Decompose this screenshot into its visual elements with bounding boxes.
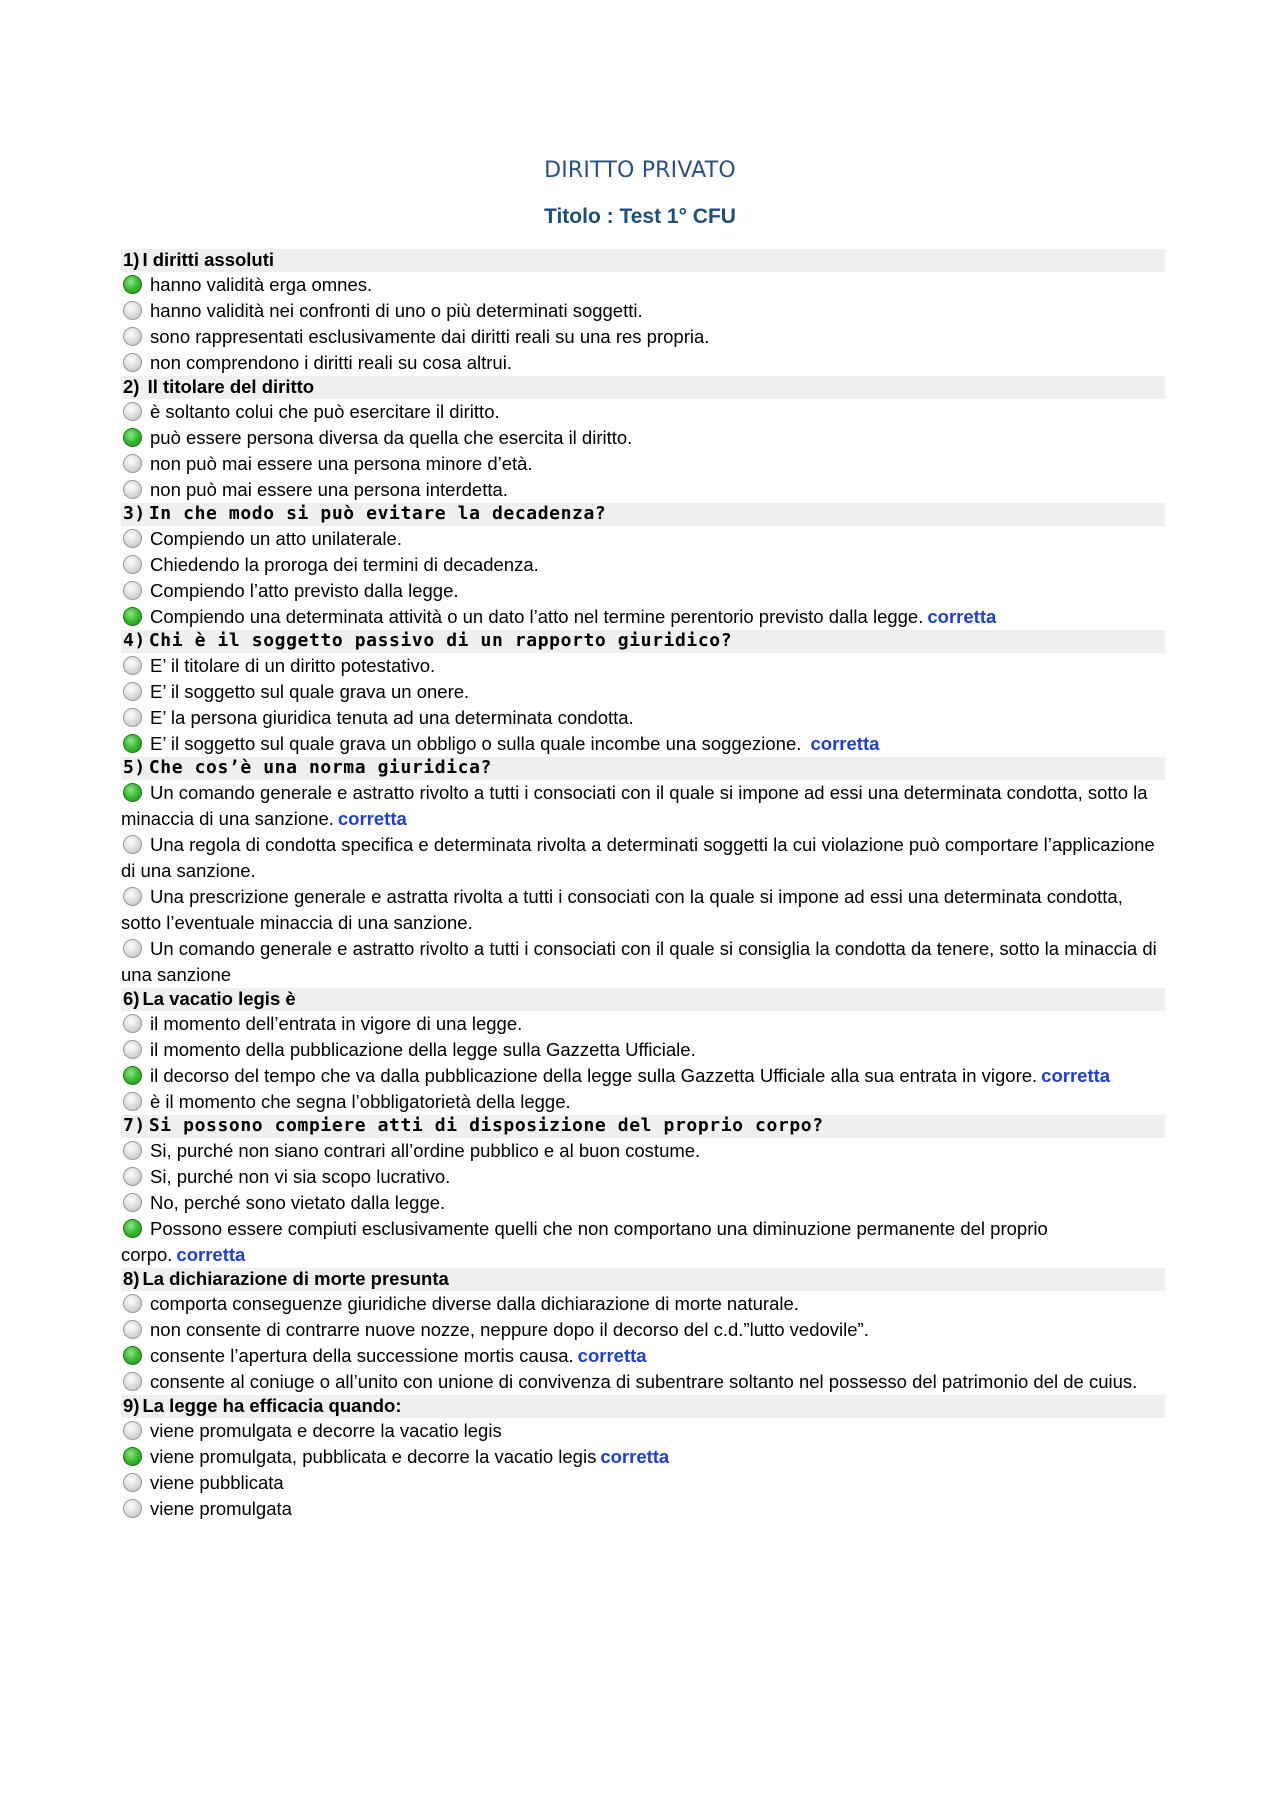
question-block bbox=[121, 1115, 1165, 1268]
answer-option[interactable] bbox=[121, 578, 1165, 604]
question-text: Che cos’è una norma giuridica? bbox=[148, 757, 492, 778]
answer-option[interactable] bbox=[121, 705, 1165, 731]
answer-option[interactable] bbox=[121, 298, 1165, 324]
correct-marker: corretta bbox=[600, 1446, 670, 1467]
answer-option[interactable] bbox=[121, 679, 1165, 705]
answer-text: viene promulgata bbox=[150, 1498, 292, 1519]
answer-option[interactable] bbox=[121, 425, 1165, 451]
question-text: I diritti assoluti bbox=[142, 249, 275, 270]
radio-selected-icon[interactable] bbox=[123, 428, 142, 447]
radio-selected-icon[interactable] bbox=[123, 1346, 142, 1365]
question-heading bbox=[121, 757, 1165, 780]
answer-option[interactable] bbox=[121, 1444, 1165, 1470]
radio-unselected-icon[interactable] bbox=[123, 581, 142, 600]
radio-unselected-icon[interactable] bbox=[123, 682, 142, 701]
radio-selected-icon[interactable] bbox=[123, 1219, 142, 1238]
answer-options bbox=[121, 1418, 1165, 1522]
answer-text: E’ il titolare di un diritto potestativo. bbox=[150, 655, 436, 676]
answer-text: Un comando generale e astratto rivolto a tutti i consociati con il quale si consiglia la condotta da tenere, sotto la minaccia di una sanzione bbox=[121, 938, 1157, 985]
question-text: Si possono compiere atti di disposizione del proprio corpo? bbox=[148, 1115, 824, 1136]
radio-selected-icon[interactable] bbox=[123, 734, 142, 753]
radio-unselected-icon[interactable] bbox=[123, 656, 142, 675]
question-block bbox=[121, 376, 1165, 503]
question-number: 3) bbox=[123, 503, 146, 524]
radio-unselected-icon[interactable] bbox=[123, 1421, 142, 1440]
answer-option[interactable] bbox=[121, 1037, 1165, 1063]
radio-unselected-icon[interactable] bbox=[123, 301, 142, 320]
answer-option[interactable] bbox=[121, 884, 1165, 936]
question-heading bbox=[121, 988, 1165, 1011]
correct-marker: corretta bbox=[337, 808, 407, 829]
answer-option[interactable] bbox=[121, 1291, 1165, 1317]
answer-text: No, perché sono vietato dalla legge. bbox=[150, 1192, 446, 1213]
answer-text: non comprendono i diritti reali su cosa altrui. bbox=[150, 352, 512, 373]
answer-text: viene promulgata e decorre la vacatio legis bbox=[150, 1420, 502, 1441]
answer-text: Compiendo un atto unilaterale. bbox=[150, 528, 402, 549]
answer-text: Una regola di condotta specifica e determinata rivolta a determinati soggetti la cui violazione può comportare l’applicazione di una sanzione. bbox=[121, 834, 1155, 881]
answer-option[interactable] bbox=[121, 1470, 1165, 1496]
radio-unselected-icon[interactable] bbox=[123, 555, 142, 574]
answer-text: il decorso del tempo che va dalla pubblicazione della legge sulla Gazzetta Ufficiale alla sua entrata in vigore. bbox=[150, 1065, 1038, 1086]
radio-unselected-icon[interactable] bbox=[123, 1014, 142, 1033]
radio-unselected-icon[interactable] bbox=[123, 1092, 142, 1111]
question-text: Il titolare del diritto bbox=[142, 376, 315, 397]
radio-unselected-icon[interactable] bbox=[123, 1499, 142, 1518]
correct-marker: corretta bbox=[810, 733, 880, 754]
quiz-list bbox=[121, 249, 1165, 1522]
answer-option[interactable] bbox=[121, 1216, 1165, 1268]
radio-selected-icon[interactable] bbox=[123, 1447, 142, 1466]
radio-unselected-icon[interactable] bbox=[123, 1141, 142, 1160]
radio-selected-icon[interactable] bbox=[123, 1066, 142, 1085]
answer-text: E’ il soggetto sul quale grava un onere. bbox=[150, 681, 470, 702]
radio-unselected-icon[interactable] bbox=[123, 1294, 142, 1313]
answer-text: è soltanto colui che può esercitare il diritto. bbox=[150, 401, 500, 422]
question-heading bbox=[121, 1115, 1165, 1138]
answer-text: non può mai essere una persona minore d’età. bbox=[150, 453, 533, 474]
radio-unselected-icon[interactable] bbox=[123, 454, 142, 473]
question-number: 5) bbox=[123, 757, 146, 778]
answer-text: è il momento che segna l’obbligatorietà della legge. bbox=[150, 1091, 571, 1112]
question-block bbox=[121, 630, 1165, 757]
answer-option[interactable] bbox=[121, 1190, 1165, 1216]
answer-options bbox=[121, 1138, 1165, 1268]
correct-marker: corretta bbox=[577, 1345, 647, 1366]
radio-unselected-icon[interactable] bbox=[123, 1372, 142, 1391]
answer-option[interactable] bbox=[121, 653, 1165, 679]
answer-text: E’ la persona giuridica tenuta ad una determinata condotta. bbox=[150, 707, 634, 728]
radio-unselected-icon[interactable] bbox=[123, 1167, 142, 1186]
answer-option[interactable] bbox=[121, 526, 1165, 552]
question-heading bbox=[121, 1395, 1165, 1418]
answer-options bbox=[121, 1291, 1165, 1395]
answer-text: hanno validità nei confronti di uno o più determinati soggetti. bbox=[150, 300, 643, 321]
answer-text: non consente di contrarre nuove nozze, neppure dopo il decorso del c.d.”lutto vedovile”. bbox=[150, 1319, 869, 1340]
radio-unselected-icon[interactable] bbox=[123, 402, 142, 421]
answer-option[interactable] bbox=[121, 1496, 1165, 1522]
answer-option[interactable] bbox=[121, 399, 1165, 425]
question-heading bbox=[121, 1268, 1165, 1291]
radio-unselected-icon[interactable] bbox=[123, 887, 142, 906]
radio-unselected-icon[interactable] bbox=[123, 1320, 142, 1339]
answer-option[interactable] bbox=[121, 832, 1165, 884]
answer-options bbox=[121, 653, 1165, 757]
question-number: 8) bbox=[123, 1268, 140, 1289]
answer-option[interactable] bbox=[121, 1164, 1165, 1190]
answer-text: può essere persona diversa da quella che esercita il diritto. bbox=[150, 427, 633, 448]
answer-option[interactable] bbox=[121, 731, 1165, 757]
answer-text: Una prescrizione generale e astratta rivolta a tutti i consociati con la quale si impone ad essi una determinata condotta, sotto l’eventuale minaccia di una sanzione. bbox=[121, 886, 1123, 933]
answer-option[interactable] bbox=[121, 451, 1165, 477]
answer-option[interactable] bbox=[121, 1138, 1165, 1164]
answer-option[interactable] bbox=[121, 1317, 1165, 1343]
question-number: 7) bbox=[123, 1115, 146, 1136]
answer-option[interactable] bbox=[121, 477, 1165, 503]
answer-text: non può mai essere una persona interdetta. bbox=[150, 479, 508, 500]
radio-unselected-icon[interactable] bbox=[123, 1040, 142, 1059]
answer-text: comporta conseguenze giuridiche diverse dalla dichiarazione di morte naturale. bbox=[150, 1293, 799, 1314]
answer-options bbox=[121, 272, 1165, 376]
answer-text: Chiedendo la proroga dei termini di decadenza. bbox=[150, 554, 539, 575]
answer-option[interactable] bbox=[121, 350, 1165, 376]
answer-option[interactable] bbox=[121, 552, 1165, 578]
question-block bbox=[121, 988, 1165, 1115]
answer-option[interactable] bbox=[121, 1063, 1165, 1089]
answer-text: Si, purché non vi sia scopo lucrativo. bbox=[150, 1166, 451, 1187]
question-number: 4) bbox=[123, 630, 146, 651]
answer-option[interactable] bbox=[121, 1418, 1165, 1444]
answer-text: hanno validità erga omnes. bbox=[150, 274, 373, 295]
answer-text: consente al coniuge o all’unito con unione di convivenza di subentrare soltanto nel possesso del patrimonio del de cuius. bbox=[150, 1371, 1138, 1392]
question-heading bbox=[121, 630, 1165, 653]
correct-marker: corretta bbox=[1041, 1065, 1111, 1086]
document-title: DIRITTO PRIVATO bbox=[544, 158, 736, 183]
answer-text: viene promulgata, pubblicata e decorre la vacatio legis bbox=[150, 1446, 597, 1467]
question-text: In che modo si può evitare la decadenza? bbox=[148, 503, 607, 524]
radio-selected-icon[interactable] bbox=[123, 607, 142, 626]
answer-text: sono rappresentati esclusivamente dai diritti reali su una res propria. bbox=[150, 326, 710, 347]
question-block bbox=[121, 1395, 1165, 1522]
radio-unselected-icon[interactable] bbox=[123, 835, 142, 854]
answer-text: Un comando generale e astratto rivolto a tutti i consociati con il quale si impone ad essi una determinata condotta, sotto la minaccia di una sanzione. bbox=[121, 782, 1148, 829]
radio-unselected-icon[interactable] bbox=[123, 939, 142, 958]
answer-options bbox=[121, 780, 1165, 988]
answer-option[interactable] bbox=[121, 1011, 1165, 1037]
answer-option[interactable] bbox=[121, 1089, 1165, 1115]
question-number: 2) bbox=[123, 376, 140, 397]
question-block bbox=[121, 757, 1165, 988]
question-heading bbox=[121, 249, 1165, 272]
answer-text: il momento dell’entrata in vigore di una legge. bbox=[150, 1013, 523, 1034]
question-block bbox=[121, 503, 1165, 630]
answer-option[interactable] bbox=[121, 780, 1165, 832]
answer-option[interactable] bbox=[121, 272, 1165, 298]
question-heading bbox=[121, 376, 1165, 399]
answer-text: viene pubblicata bbox=[150, 1472, 284, 1493]
radio-unselected-icon[interactable] bbox=[123, 327, 142, 346]
question-block bbox=[121, 1268, 1165, 1395]
answer-options bbox=[121, 526, 1165, 630]
answer-option[interactable] bbox=[121, 936, 1165, 988]
answer-option[interactable] bbox=[121, 1343, 1165, 1369]
radio-selected-icon[interactable] bbox=[123, 275, 142, 294]
answer-text: Compiendo una determinata attività o un dato l’atto nel termine perentorio previsto dalla legge. bbox=[150, 606, 924, 627]
document-subtitle: Titolo : Test 1° CFU bbox=[544, 205, 736, 228]
answer-text: il momento della pubblicazione della legge sulla Gazzetta Ufficiale. bbox=[150, 1039, 696, 1060]
question-number: 1) bbox=[123, 249, 140, 270]
question-number: 6) bbox=[123, 988, 140, 1009]
correct-marker: corretta bbox=[927, 606, 997, 627]
answer-text: consente l’apertura della successione mortis causa. bbox=[150, 1345, 574, 1366]
answer-options bbox=[121, 399, 1165, 503]
question-text: Chi è il soggetto passivo di un rapporto giuridico? bbox=[148, 630, 733, 651]
question-text: La vacatio legis è bbox=[142, 988, 296, 1009]
correct-marker: corretta bbox=[176, 1244, 246, 1265]
answer-text: E’ il soggetto sul quale grava un obbligo o sulla quale incombe una soggezione. bbox=[150, 733, 807, 754]
question-heading bbox=[121, 503, 1165, 526]
question-number: 9) bbox=[123, 1395, 140, 1416]
answer-text: Possono essere compiuti esclusivamente quelli che non comportano una diminuzione permanente del proprio corpo. bbox=[121, 1218, 1048, 1265]
answer-option[interactable] bbox=[121, 604, 1165, 630]
radio-unselected-icon[interactable] bbox=[123, 480, 142, 499]
radio-unselected-icon[interactable] bbox=[123, 708, 142, 727]
radio-unselected-icon[interactable] bbox=[123, 529, 142, 548]
answer-text: Compiendo l’atto previsto dalla legge. bbox=[150, 580, 459, 601]
answer-option[interactable] bbox=[121, 1369, 1165, 1395]
radio-unselected-icon[interactable] bbox=[123, 353, 142, 372]
radio-selected-icon[interactable] bbox=[123, 783, 142, 802]
question-block bbox=[121, 249, 1165, 376]
answer-options bbox=[121, 1011, 1165, 1115]
radio-unselected-icon[interactable] bbox=[123, 1473, 142, 1492]
radio-unselected-icon[interactable] bbox=[123, 1193, 142, 1212]
question-text: La dichiarazione di morte presunta bbox=[142, 1268, 449, 1289]
answer-option[interactable] bbox=[121, 324, 1165, 350]
answer-text: Si, purché non siano contrari all’ordine pubblico e al buon costume. bbox=[150, 1140, 701, 1161]
question-text: La legge ha efficacia quando: bbox=[142, 1395, 402, 1416]
